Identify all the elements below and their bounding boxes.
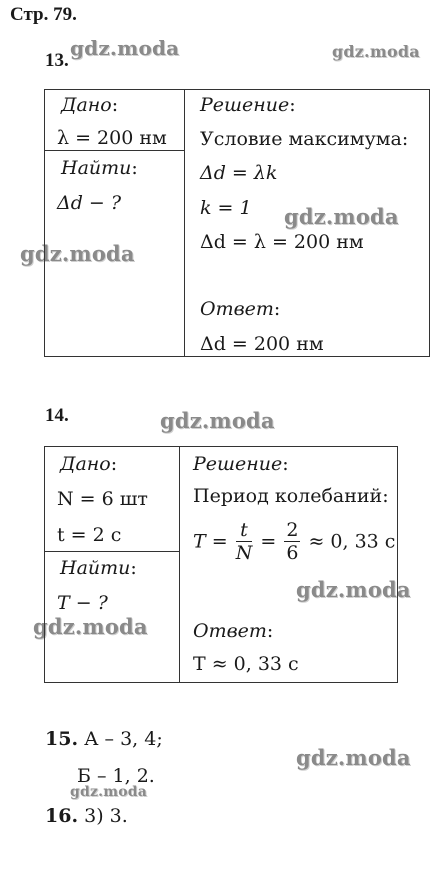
- watermark: gdz.moda: [284, 204, 399, 229]
- formula-left: T =: [193, 530, 228, 553]
- fraction-2-over-6: [284, 519, 300, 564]
- problem-13-find-label: Найти:: [61, 157, 138, 179]
- problem-14-find-label: Найти:: [60, 557, 137, 579]
- watermark: gdz.moda: [296, 577, 411, 602]
- problem-13-eq1: Δd = λk: [200, 162, 278, 184]
- problem-14-period-label: Период колебаний:: [193, 485, 389, 507]
- watermark: gdz.moda: [33, 614, 148, 639]
- problem-13-eq2: k = 1: [200, 197, 252, 219]
- formula-right: ≈ 0, 33 с: [308, 530, 396, 553]
- watermark: gdz.moda: [332, 42, 420, 61]
- fraction-denominator: N: [235, 542, 253, 564]
- problem-13-answer: Δd = 200 нм: [200, 333, 324, 355]
- problem-13-given-find-divider: [44, 150, 185, 151]
- problem-15-line1: 15. А – 3, 4;: [45, 728, 163, 750]
- problem-14-solution-label: Решение:: [193, 453, 289, 475]
- problem-13-given-line: λ = 200 нм: [57, 127, 167, 149]
- fraction-numerator: t: [236, 519, 253, 542]
- watermark: gdz.moda: [20, 241, 135, 266]
- problem-14-formula: [193, 519, 395, 564]
- problem-13-find-line: Δd − ?: [57, 192, 122, 214]
- problem-13-answer-label: Ответ:: [200, 298, 281, 320]
- problem-14-divider: [179, 446, 180, 683]
- problem-14-answer-label: Ответ:: [193, 620, 274, 642]
- problem-14-find-line: T − ?: [57, 592, 108, 614]
- fraction-t-over-n: [236, 519, 253, 564]
- problem-14-given-t: t = 2 с: [57, 524, 122, 546]
- problem-13-divider: [184, 89, 185, 357]
- watermark: gdz.moda: [70, 784, 148, 800]
- problem-16: 16. 3) 3.: [45, 805, 128, 827]
- problem-14-given-label: Дано:: [60, 453, 118, 475]
- problem-14-given-n: N = 6 шт: [57, 488, 148, 510]
- problem-14-given-find-divider: [44, 551, 180, 552]
- problem-13-condition: Условие максимума:: [200, 128, 409, 150]
- problem-13-number: 13.: [45, 50, 69, 71]
- watermark: gdz.moda: [160, 408, 275, 433]
- page-title: Стр. 79.: [10, 4, 77, 25]
- problem-13-given-label: Дано:: [61, 94, 119, 116]
- problem-13-solution-label: Решение:: [200, 94, 296, 116]
- equals-sign: =: [260, 530, 277, 553]
- watermark: gdz.moda: [296, 745, 411, 770]
- fraction-denominator: 6: [286, 542, 299, 564]
- problem-13-eq3: Δd = λ = 200 нм: [200, 231, 364, 253]
- fraction-numerator: 2: [286, 519, 299, 541]
- problem-14-number: 14.: [45, 405, 69, 426]
- problem-14-answer: T ≈ 0, 33 с: [193, 653, 299, 675]
- watermark: gdz.moda: [70, 36, 180, 60]
- problem-15-line2: Б – 1, 2.: [77, 765, 155, 787]
